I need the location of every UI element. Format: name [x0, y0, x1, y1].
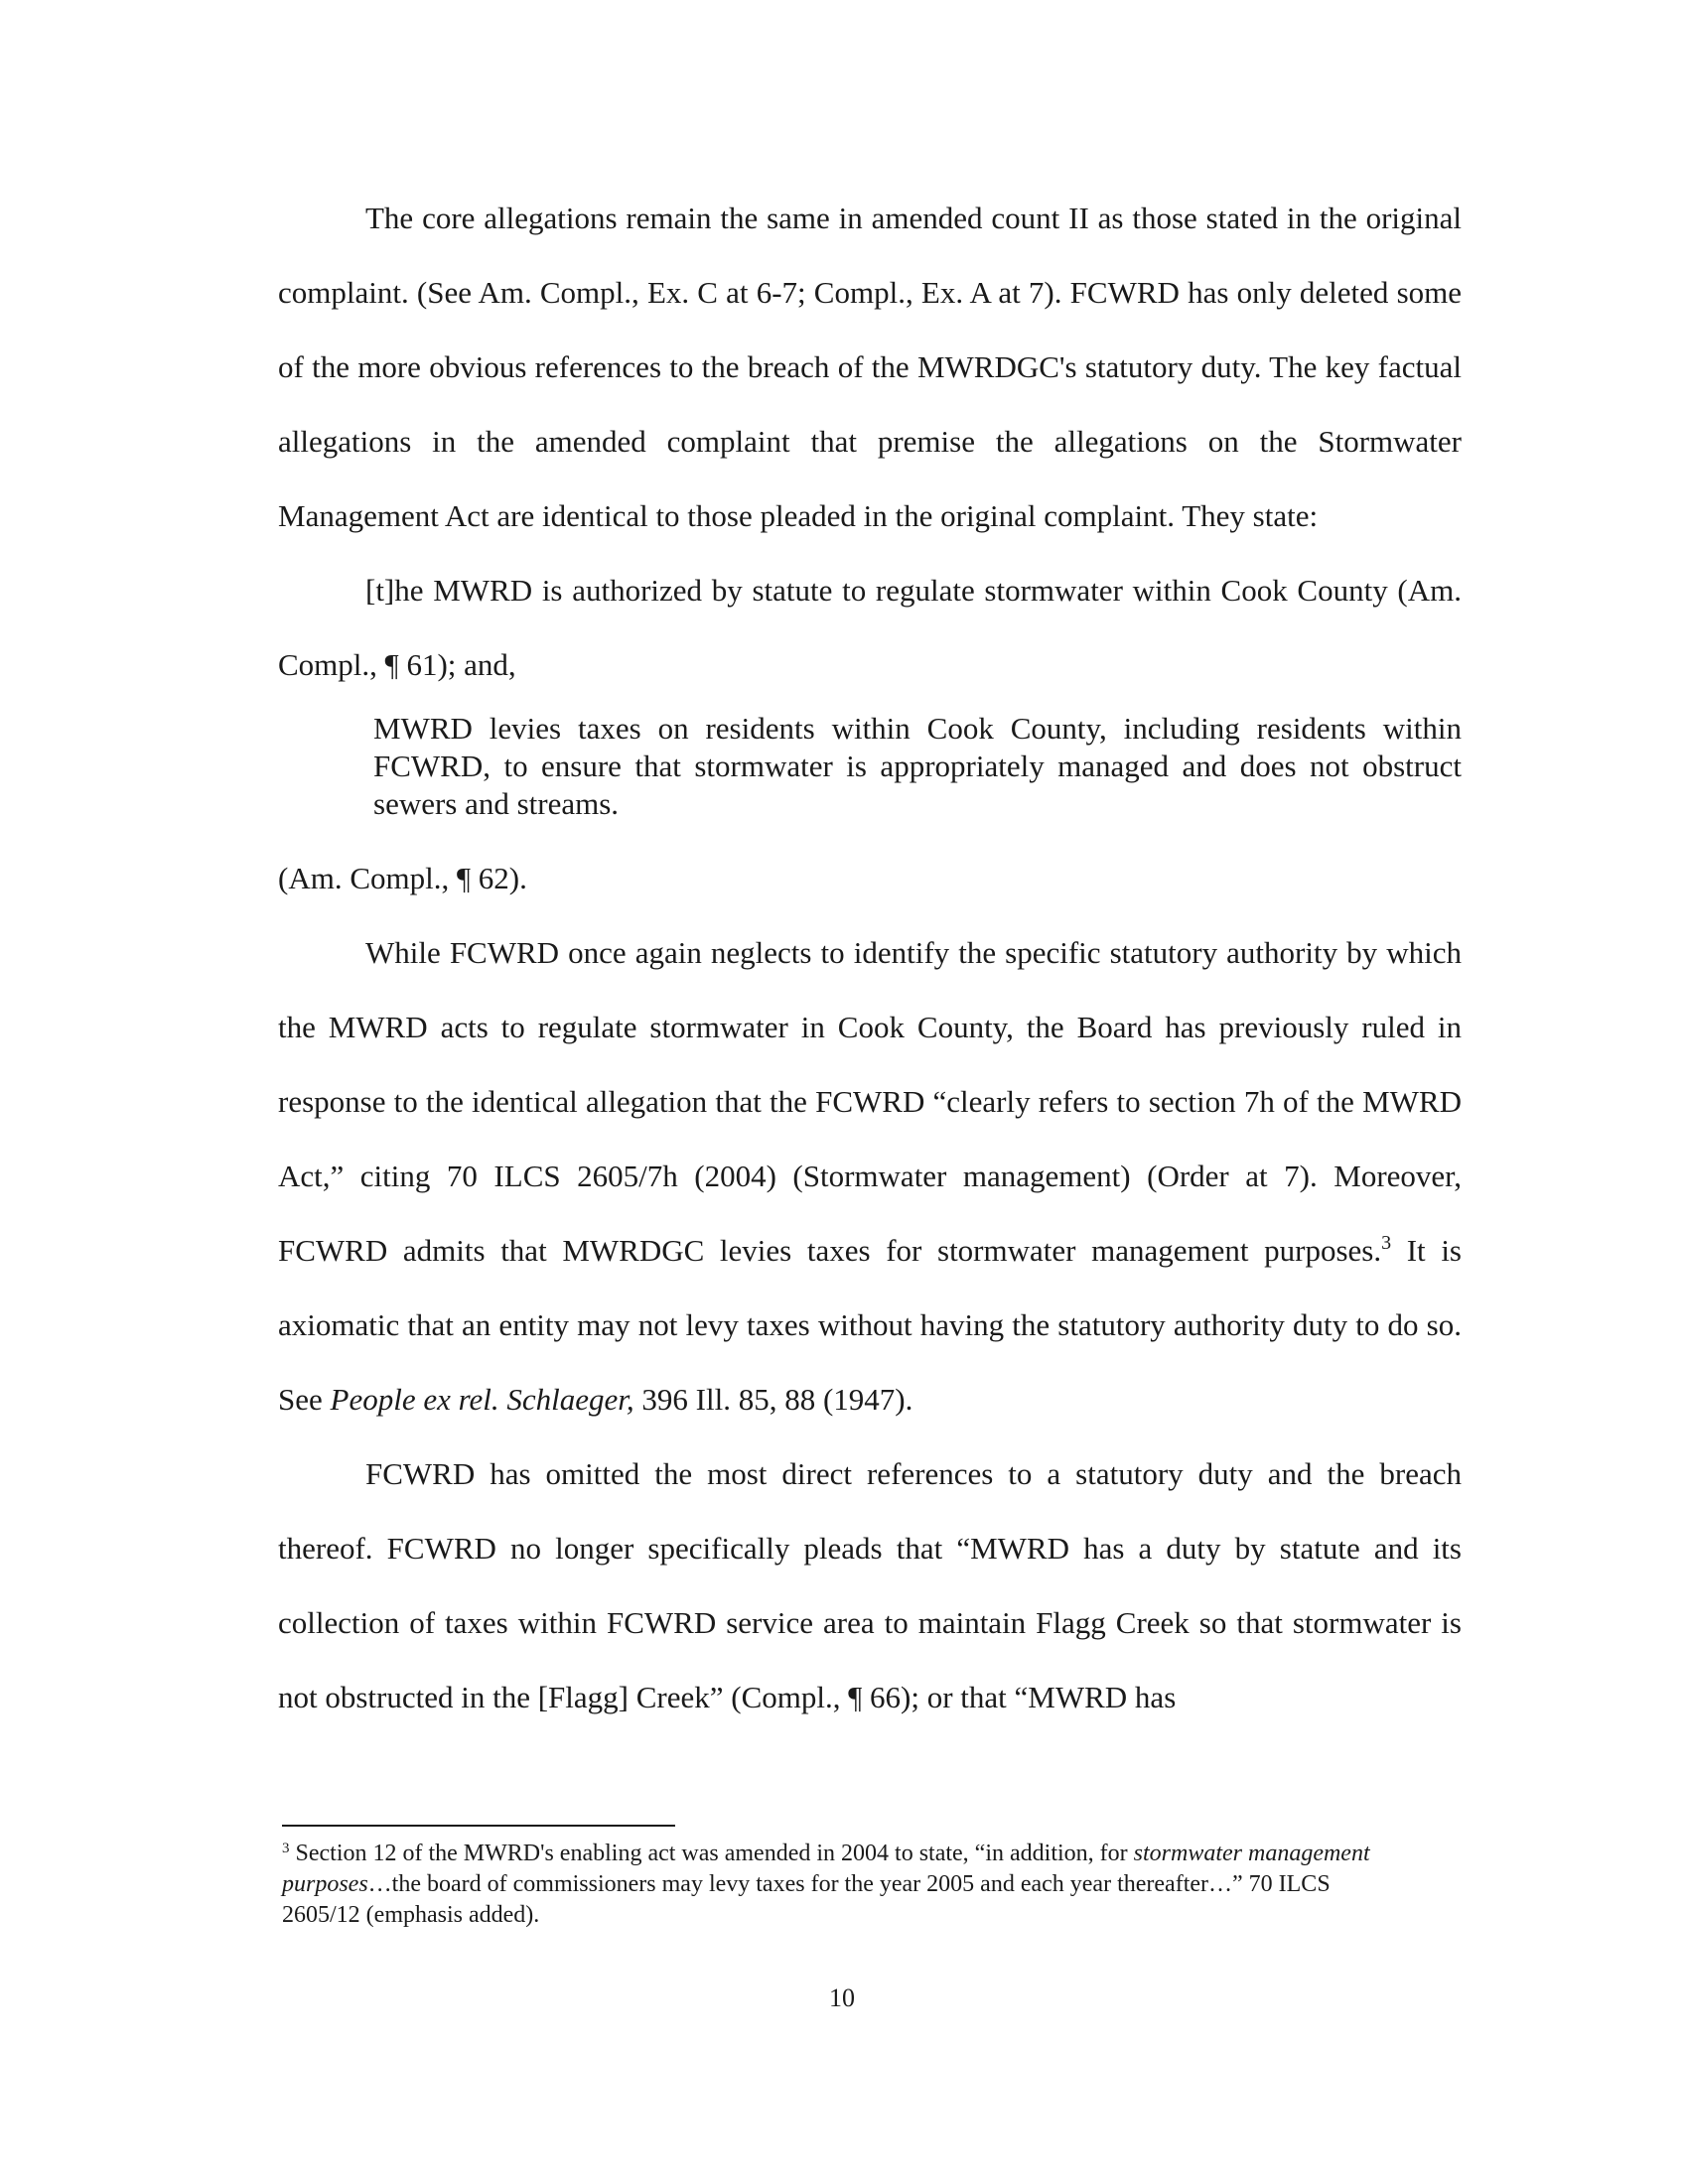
footnote-text-end: …the board of commissioners may levy taxes for the year 2005 and each year thereafter…” 70 ILCS 2605/12 (emphasis added).	[282, 1871, 1331, 1928]
footnote	[282, 1839, 1404, 1931]
paragraph-text-part: It is axiomatic that an entity may not levy taxes without having the statutory authority duty to do so. See	[278, 1233, 1462, 1417]
footnote-reference: 3	[1381, 1232, 1392, 1254]
footnote-emphasis: stormwater management purposes	[282, 1841, 1370, 1897]
paragraph-authorized-by-statute: [t]he MWRD is authorized by statute to regulate stormwater within Cook County (Am. Compl., ¶ 61); and,	[278, 573, 1462, 682]
paragraph-citation: (Am. Compl., ¶ 62).	[278, 861, 527, 895]
footnote-text: Section 12 of the MWRD's enabling act was amended in 2004 to state, “in addition, for	[289, 1841, 1134, 1866]
paragraph-omitted-references: FCWRD has omitted the most direct references to a statutory duty and the breach thereof. FCWRD no longer specifically pleads that “MWRD has a duty by statute and its collection of taxes within FCWRD service area to maintain Flagg Creek so that stormwater is not obstructed in the [Flagg] Creek” (Compl., ¶ 66); or that “MWRD has	[278, 1456, 1462, 1714]
case-citation: 396 Ill. 85, 88 (1947).	[633, 1382, 913, 1417]
footnote-number: 3	[282, 1841, 290, 1856]
body-text	[278, 181, 1462, 1734]
block-quote-levies-taxes: MWRD levies taxes on residents within Cook County, including residents within FCWRD, to ensure that stormwater is appropriately managed and does not obstruct sewers and streams.	[373, 711, 1462, 821]
paragraph-statutory-authority	[278, 915, 1462, 1436]
footnote-divider	[282, 1825, 675, 1827]
paragraph-text-part: While FCWRD once again neglects to identify the specific statutory authority by which the MWRD acts to regulate stormwater in Cook County, the Board has previously ruled in response to the identical allegation that the FCWRD “clearly refers to section 7h of the MWRD Act,” citing 70 ILCS 2605/7h (2004) (Stormwater management) (Order at 7). Moreover, FCWRD admits that MWRDGC levies taxes for stormwater management purposes.	[278, 935, 1462, 1268]
paragraph-core-allegations: The core allegations remain the same in amended count II as those stated in the original complaint. (See Am. Compl., Ex. C at 6-7; Compl., Ex. A at 7). FCWRD has only deleted some of the more obvious references to the breach of the MWRDGC's statutory duty. The key factual allegations in the amended complaint that premise the allegations on the Stormwater Management Act are identical to those pleaded in the original complaint. They state:	[278, 201, 1462, 533]
case-name: People ex rel. Schlaeger,	[330, 1382, 634, 1417]
page-number: 10	[829, 1983, 855, 2012]
